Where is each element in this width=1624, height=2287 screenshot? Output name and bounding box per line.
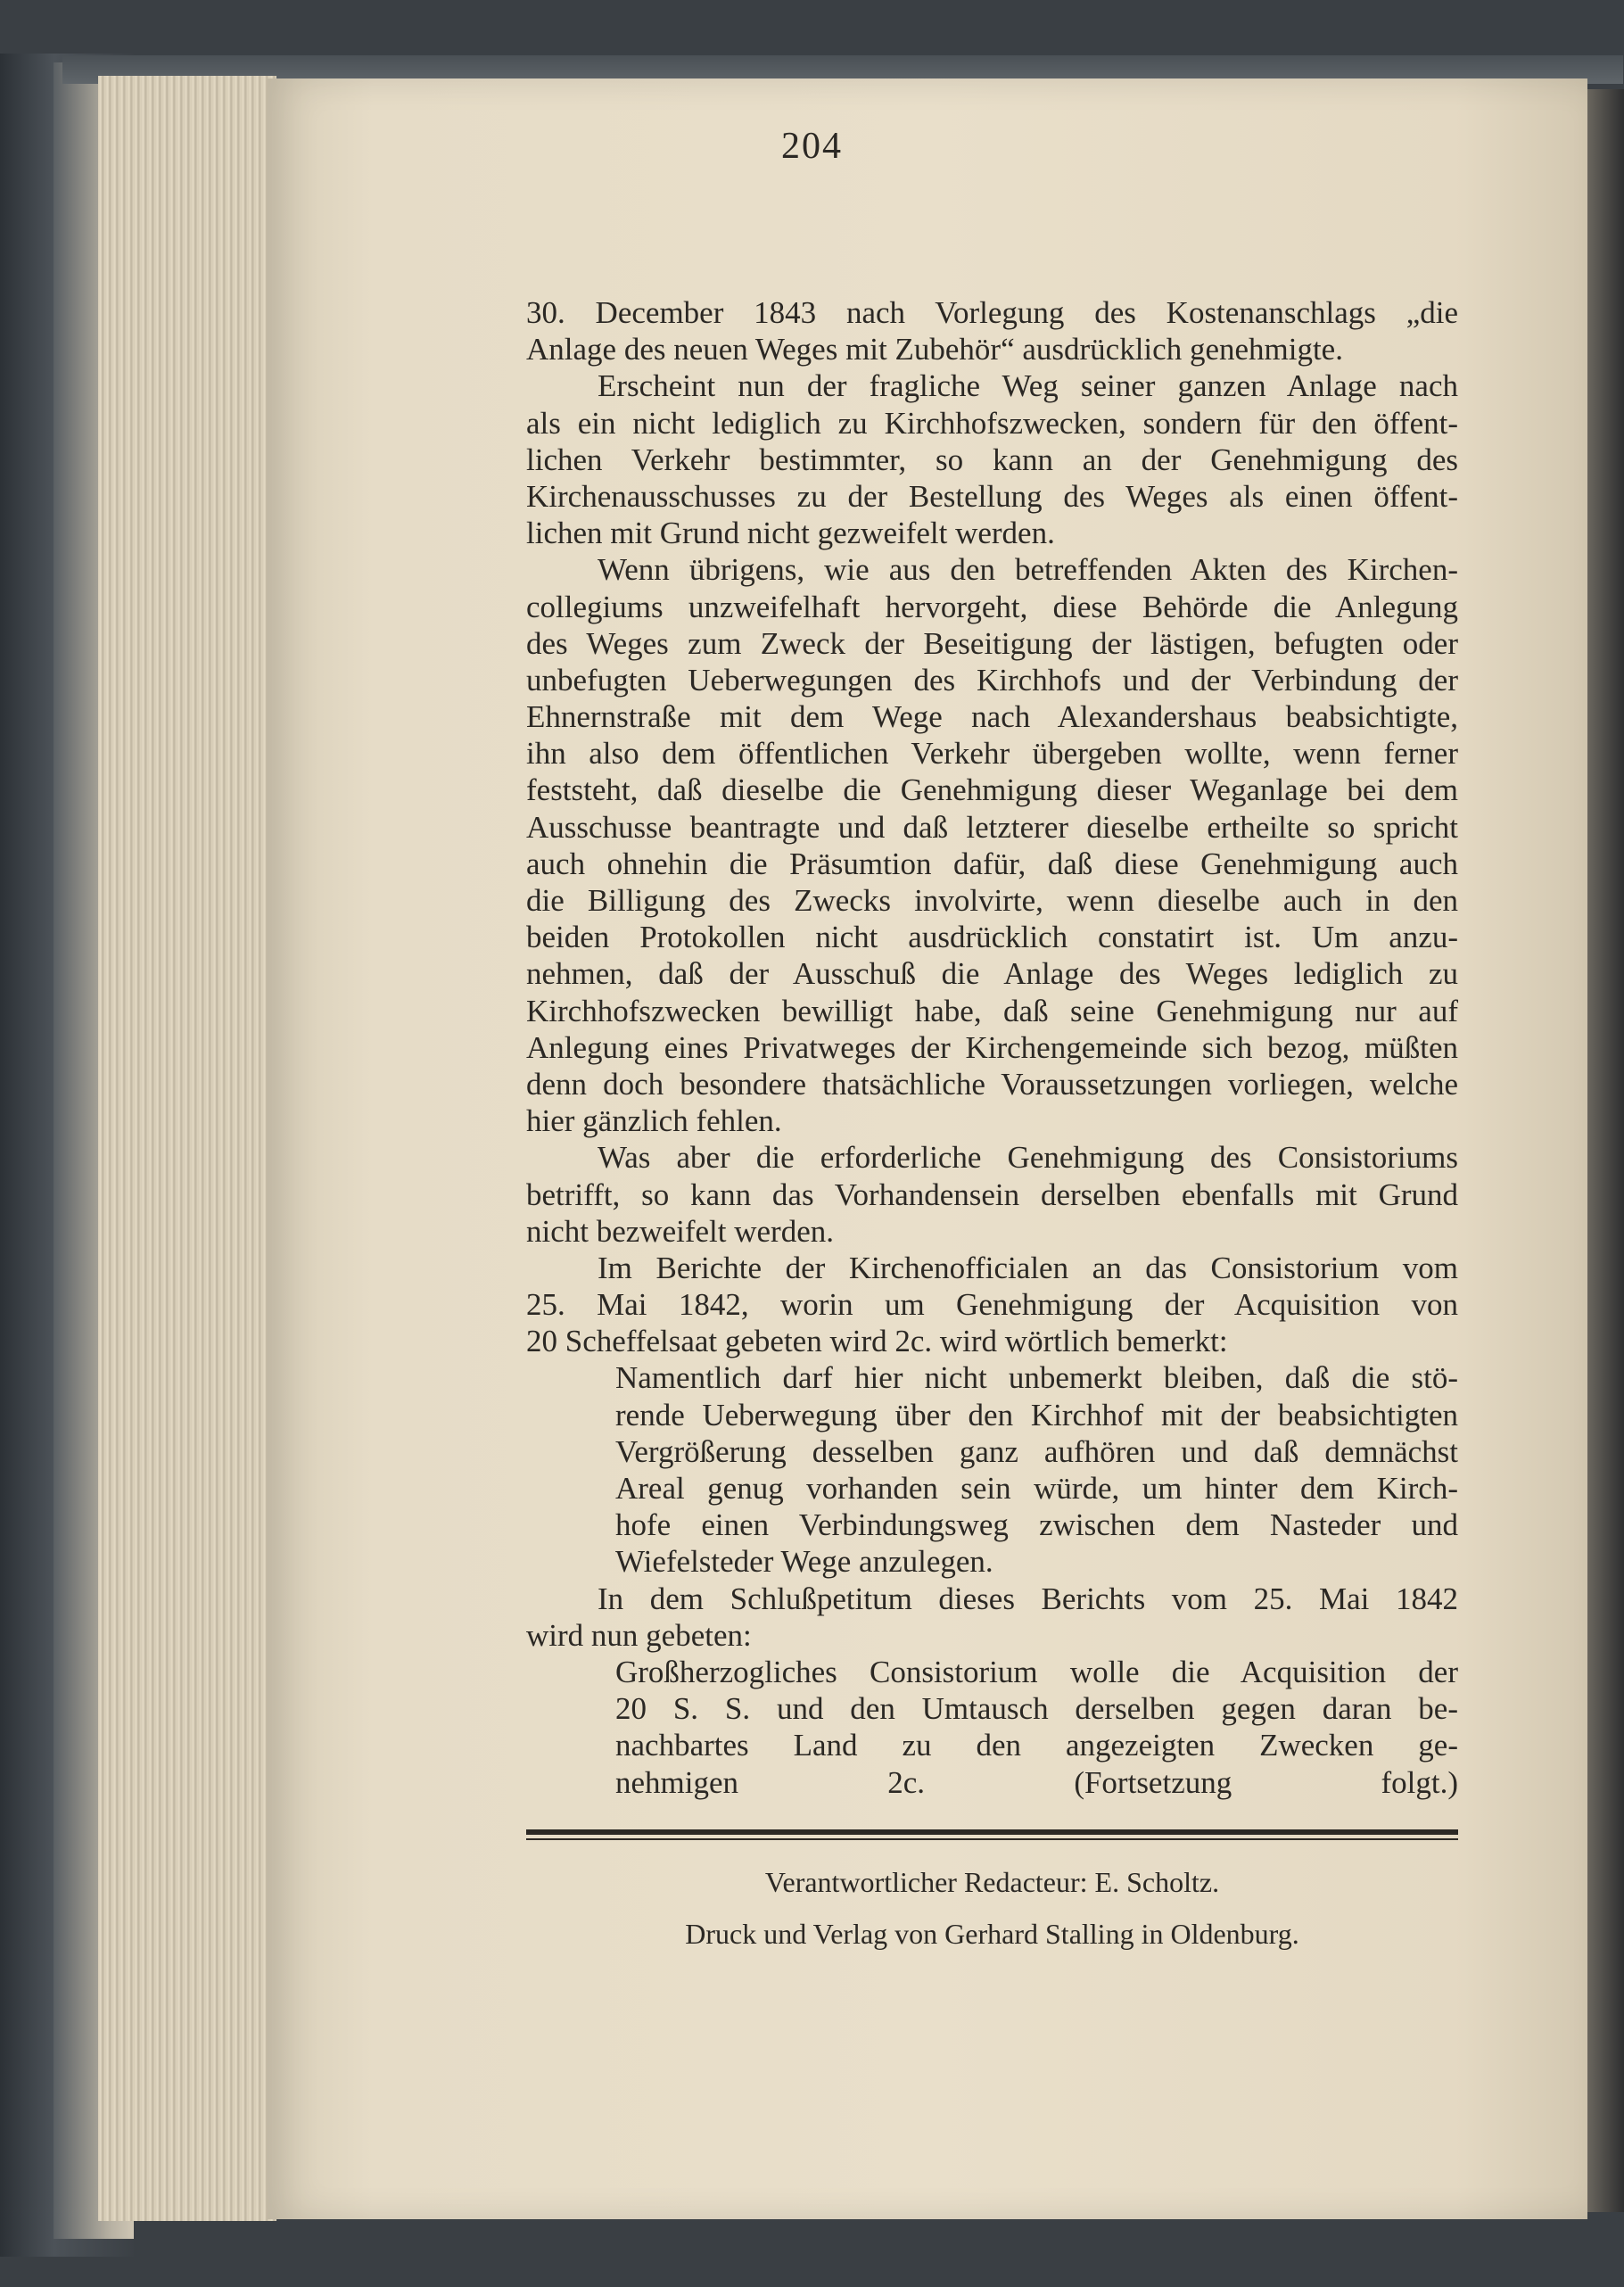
text-line: Was aber die erforderliche Genehmigung des Consistoriums — [598, 1140, 1458, 1176]
footer-rule — [526, 1829, 1458, 1840]
text-line: hofe einen Verbindungsweg zwischen dem Nasteder und — [615, 1507, 1458, 1543]
text-line: betrifft, so kann das Vorhandensein derselben ebenfalls mit Grund — [526, 1177, 1458, 1212]
text-line: Großherzogliches Consistorium wolle die Acquisition der — [615, 1654, 1458, 1689]
text-line: denn doch besondere thatsächliche Voraussetzungen vorliegen, welche — [526, 1066, 1458, 1102]
text-line: nehmen, daß der Ausschuß die Anlage des Weges lediglich zu — [526, 956, 1458, 992]
text-line: des Weges zum Zweck der Beseitigung der lästigen, befugten oder — [526, 625, 1458, 661]
text-line: unbefugten Ueberwegungen des Kirchhofs und der Verbindung der — [526, 662, 1458, 698]
text-line: lichen Verkehr bestimmter, so kann an der Genehmigung des — [526, 442, 1458, 477]
text-line: collegiums unzweifelhaft hervorgeht, diese Behörde die Anlegung — [526, 589, 1458, 624]
text-line: In dem Schlußpetitum dieses Berichts vom 25. Mai 1842 — [598, 1581, 1458, 1616]
rule-thin — [526, 1838, 1458, 1840]
text-line: nehmigen 2c. (Fortsetzung folgt.) — [615, 1764, 1458, 1800]
text-line: als ein nicht lediglich zu Kirchhofszwecken, sondern für den öffent- — [526, 405, 1458, 441]
text-line: rende Ueberwegung über den Kirchhof mit der beabsichtigten — [615, 1397, 1458, 1432]
text-line: nicht bezweifelt werden. — [526, 1213, 834, 1249]
text-line: Ehnernstraße mit dem Wege nach Alexandershaus beabsichtigte, — [526, 699, 1458, 735]
text-line: Wenn übrigens, wie aus den betreffenden Akten des Kirchen- — [598, 552, 1458, 588]
text-line: Im Berichte der Kirchenofficialen an das Consistorium vom — [598, 1250, 1458, 1285]
text-line: die Billigung des Zwecks involvirte, wenn dieselbe auch in den — [526, 883, 1458, 918]
text-line: ihn also dem öffentlichen Verkehr übergeben wollte, wenn ferner — [526, 736, 1458, 772]
text-line: feststeht, daß dieselbe die Genehmigung dieser Weganlage bei dem — [526, 772, 1458, 808]
text-line: beiden Protokollen nicht ausdrücklich constatirt ist. Um anzu- — [526, 920, 1458, 955]
page-edges — [98, 76, 276, 2221]
text-line: 30. December 1843 nach Vorlegung des Kostenanschlags „die — [526, 295, 1458, 330]
text-line: 25. Mai 1842, worin um Genehmigung der Acquisition von — [526, 1287, 1458, 1323]
text-line: hier gänzlich fehlen. — [526, 1103, 782, 1139]
text-line: lichen mit Grund nicht gezweifelt werden. — [526, 516, 1055, 551]
text-line: Anlegung eines Privatweges der Kirchengemeinde sich bezog, müßten — [526, 1029, 1458, 1065]
text-line: auch ohnehin die Präsumtion dafür, daß diese Genehmigung auch — [526, 846, 1458, 881]
page-number: 204 — [781, 126, 843, 167]
body-text — [526, 294, 1458, 1801]
text-line: Namentlich darf hier nicht unbemerkt bleiben, daß die stö- — [615, 1360, 1458, 1396]
editor-line: Verantwortlicher Redacteur: E. Scholtz. — [764, 1866, 1220, 1898]
text-line: Wiefelsteder Wege anzulegen. — [615, 1544, 993, 1580]
text-line: nachbartes Land zu den angezeigten Zwecken ge- — [615, 1728, 1458, 1763]
text-line: 20 S. S. und den Umtausch derselben gegen daran be- — [615, 1691, 1458, 1727]
printer-line: Druck und Verlag von Gerhard Stalling in Oldenburg. — [685, 1918, 1299, 1950]
facing-page-shadow — [1587, 89, 1624, 2212]
text-line: Ausschusse beantragte und daß letzterer dieselbe ertheilte so spricht — [526, 809, 1458, 845]
text-line: wird nun gebeten: — [526, 1617, 752, 1653]
text-line: 20 Scheffelsaat gebeten wird 2c. wird wörtlich bemerkt: — [526, 1324, 1228, 1359]
text-line: Areal genug vorhanden sein würde, um hinter dem Kirch- — [615, 1471, 1458, 1506]
text-line: Kirchenausschusses zu der Bestellung des Weges als einen öffent- — [526, 478, 1458, 514]
text-line: Kirchhofszwecken bewilligt habe, daß seine Genehmigung nur auf — [526, 993, 1458, 1028]
text-line: Anlage des neuen Weges mit Zubehör“ ausdrücklich genehmigte. — [526, 332, 1343, 367]
text-line: Erscheint nun der fragliche Weg seiner ganzen Anlage nach — [598, 368, 1458, 404]
text-line: Vergrößerung desselben ganz aufhören und daß demnächst — [615, 1433, 1458, 1469]
rule-thick — [526, 1829, 1458, 1835]
